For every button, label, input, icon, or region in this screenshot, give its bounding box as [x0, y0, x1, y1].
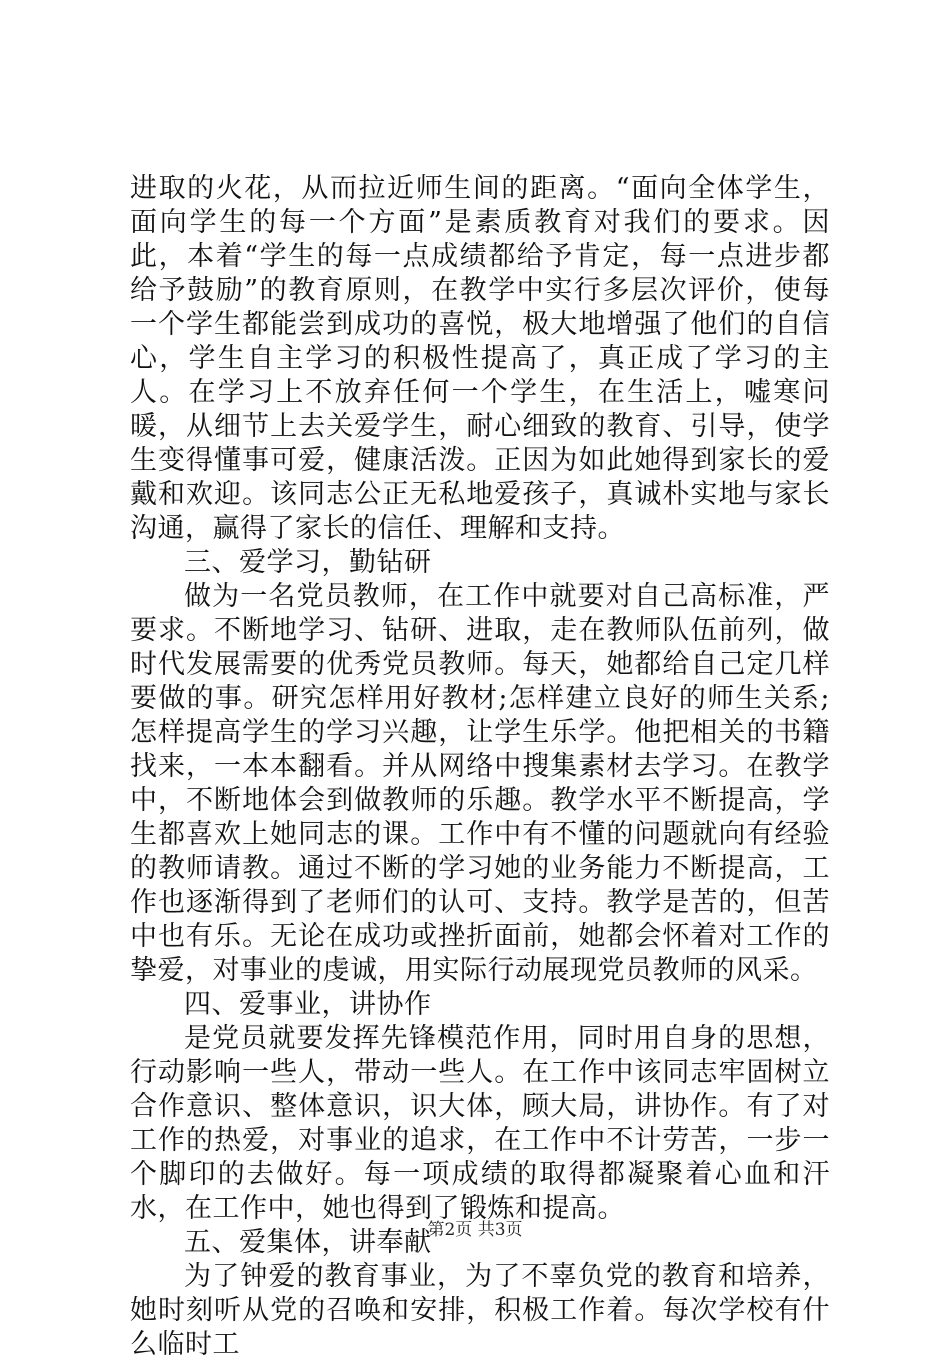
document-body — [130, 172, 830, 1362]
paragraph-section-4: 是党员就要发挥先锋模范作用，同时用自身的思想，行动影响一些人，带动一些人。在工作中该同志牢固树立合作意识、整体意识，识大体，顾大局，讲协作。有了对工作的热爱，对事业的追求，在工作中不计劳苦，一步一个脚印的去做好。每一项成绩的取得都凝聚着心血和汗水，在工作中，她也得到了锻炼和提高。 — [130, 1023, 830, 1224]
page-footer: 第2页 共3页 — [427, 1220, 523, 1240]
section-heading-3: 三、爱学习，勤钻研 — [184, 547, 432, 578]
section-heading-5: 五、爱集体，讲奉献 — [184, 1227, 432, 1258]
paragraph-continuation: 进取的火花，从而拉近师生间的距离。“面向全体学生，面向学生的每一个方面”是素质教育对我们的要求。因此，本着“学生的每一点成绩都给予肯定，每一点进步都给予鼓励”的教育原则，在教学中实行多层次评价，使每一个学生都能尝到成功的喜悦，极大地增强了他们的自信心，学生自主学习的积极性提高了，真正成了学习的主人。在学习上不放弃任何一个学生，在生活上，嘘寒问暖，从细节上去关爱学生，耐心细致的教育、引导，使学生变得懂事可爱，健康活泼。正因为如此她得到家长的爱戴和欢迎。该同志公正无私地爱孩子，真诚朴实地与家长沟通，赢得了家长的信任、理解和支持。 — [130, 173, 830, 544]
section-heading-4: 四、爱事业，讲协作 — [184, 989, 432, 1020]
paragraph-section-5: 为了钟爱的教育事业，为了不辜负党的教育和培养，她时刻听从党的召唤和安排，积极工作着。每次学校有什么临时工 — [130, 1261, 830, 1360]
paragraph-section-3: 做为一名党员教师，在工作中就要对自己高标准，严要求。不断地学习、钻研、进取，走在教师队伍前列，做时代发展需要的优秀党员教师。每天，她都给自己定几样要做的事。研究怎样用好教材;怎样建立良好的师生关系;怎样提高学生的学习兴趣，让学生乐学。他把相关的书籍找来，一本本翻看。并从网络中搜集素材去学习。在教学中，不断地体会到做教师的乐趣。教学水平不断提高，学生都喜欢上她同志的课。工作中有不懂的问题就向有经验的教师请教。通过不断的学习她的业务能力不断提高，工作也逐渐得到了老师们的认可、支持。教学是苦的，但苦中也有乐。无论在成功或挫折面前，她都会怀着对工作的挚爱，对事业的虔诚，用实际行动展现党员教师的风采。 — [130, 581, 830, 986]
